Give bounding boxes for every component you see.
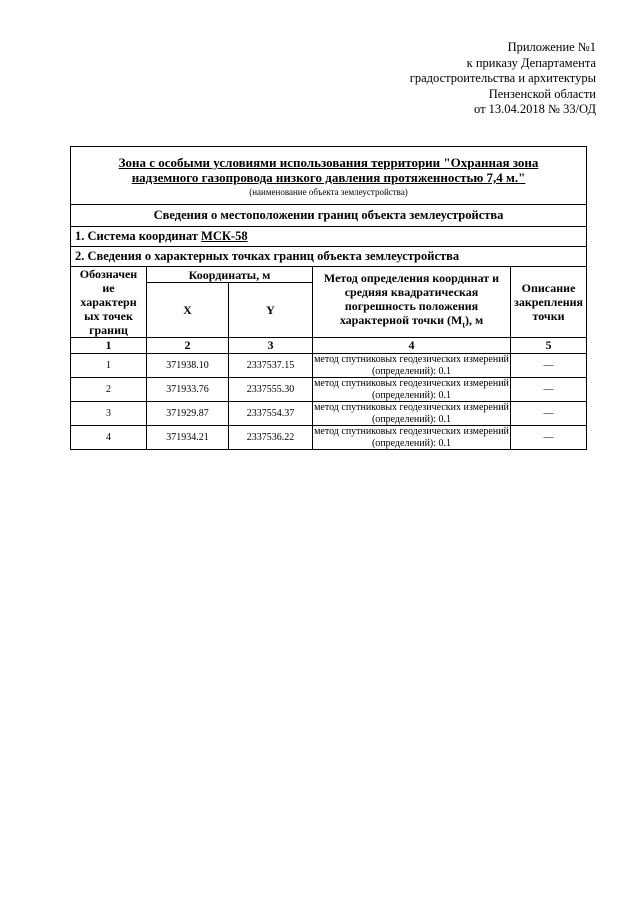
coord-y: 2337536.22 (229, 426, 313, 450)
coord-y: 2337555.30 (229, 378, 313, 402)
coord-x: 371938.10 (147, 354, 229, 378)
appendix-block (410, 40, 596, 118)
coordinate-system-row (71, 227, 587, 247)
coord-x: 371929.87 (147, 402, 229, 426)
method-cell: метод спутниковых геодезических измерений (определений): 0.1 (314, 378, 509, 401)
coord-x: 371933.76 (147, 378, 229, 402)
appendix-line: Пензенской области (488, 86, 596, 101)
table-row (71, 426, 587, 450)
point-id: 2 (71, 378, 147, 402)
zone-caption: (наименование объекта землеустройства) (249, 187, 408, 197)
column-number: 3 (229, 338, 313, 354)
description-cell: — (511, 426, 587, 450)
header-method: Метод определения координат и средняя квадратическая погрешность положения характерной точки $(M_t)$, м (313, 267, 511, 338)
table-row (71, 378, 587, 402)
method-cell: метод спутниковых геодезических измерений (определений): 0.1 (314, 402, 509, 425)
coord-x: 371934.21 (147, 426, 229, 450)
coordinate-system-label: 1. Система координат (75, 229, 202, 243)
header-description: Описание закрепления точки (511, 267, 587, 338)
coordinate-system-value: МСК-58 (201, 229, 248, 243)
header-y: Y (229, 283, 313, 338)
column-number: 1 (71, 338, 147, 354)
zone-title-cell (71, 147, 587, 205)
header-x: X (147, 283, 229, 338)
appendix-line: к приказу Департамента (466, 55, 596, 70)
points-heading: 2. Сведения о характерных точках границ объекта землеустройства (71, 247, 587, 267)
zone-title-line: надземного газопровода низкого давления протяженностью 7,4 м." (131, 170, 526, 185)
boundary-table (70, 146, 587, 450)
description-cell: — (511, 354, 587, 378)
zone-title-line: Зона с особыми условиями использования территории "Охранная зона (118, 155, 539, 170)
table-row (71, 402, 587, 426)
table-row (71, 354, 587, 378)
method-cell: метод спутниковых геодезических измерений (определений): 0.1 (314, 426, 509, 449)
section-heading: Сведения о местоположении границ объекта землеустройства (71, 205, 587, 227)
point-id: 4 (71, 426, 147, 450)
description-cell: — (511, 402, 587, 426)
method-cell: метод спутниковых геодезических измерений (определений): 0.1 (314, 354, 509, 377)
appendix-line: от 13.04.2018 № 33/ОД (473, 102, 596, 116)
appendix-line: Приложение №1 (507, 40, 596, 54)
coord-y: 2337537.15 (229, 354, 313, 378)
appendix-line: градостроительства и архитектуры (409, 71, 596, 85)
description-cell: — (511, 378, 587, 402)
column-number: 4 (313, 338, 511, 354)
point-id: 3 (71, 402, 147, 426)
coord-y: 2337554.37 (229, 402, 313, 426)
point-id: 1 (71, 354, 147, 378)
column-number: 5 (511, 338, 587, 354)
header-points: Обозначен ие характерн ых точек границ (71, 267, 147, 338)
header-coords: Координаты, м (147, 267, 313, 283)
column-number: 2 (147, 338, 229, 354)
